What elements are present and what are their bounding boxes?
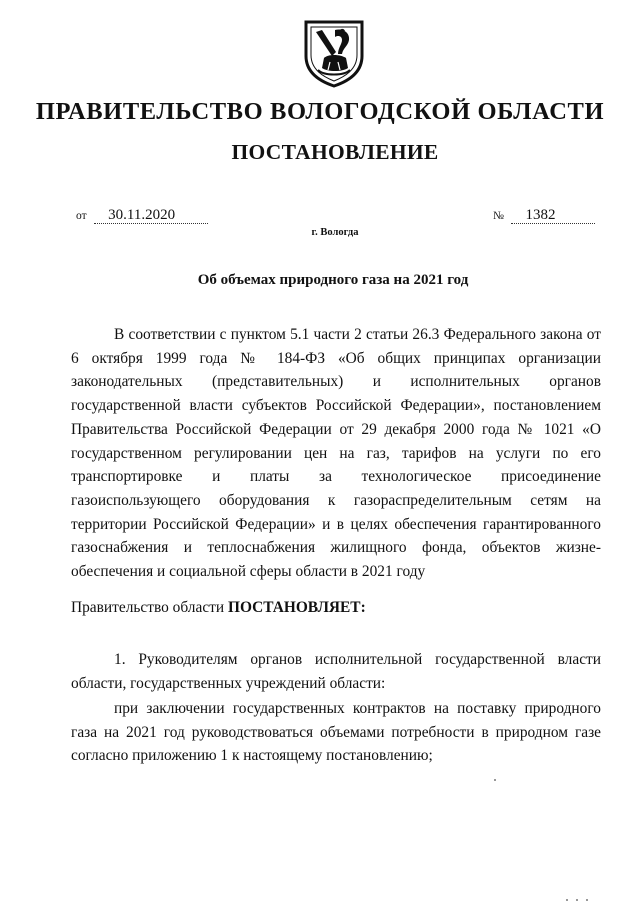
decree-prefix: Правительство области [71,599,225,616]
decree-word: ПОСТАНОВЛЯЕТ: [227,599,366,616]
decree-line [71,596,471,620]
document-type: ПОСТАНОВЛЕНИЕ [231,140,439,164]
city-label: г. Вологда [311,227,359,238]
number-line [493,207,595,224]
date-prefix: от [76,210,87,222]
coat-of-arms-icon [302,18,366,88]
scan-speck [494,779,496,781]
document-date: 30.11.2020 [94,207,208,224]
document-number: 1382 [511,207,595,224]
item-1-text-paragraph: при заключении государственных контрактов на поставку природного газа на 2021 год руководствоваться объемами потребности в природном газе согласно приложению 1 к настоящему постановлению; [71,700,601,765]
number-prefix: № [493,210,504,222]
scan-speck [576,899,578,901]
document-subject: Об объемах природного газа на 2021 год [197,272,469,288]
item-1-paragraph: 1. Руководителям органов исполнительной государственной власти области, государственных учреждений области: [71,651,601,692]
preamble-paragraph: В соответствии с пунктом 5.1 части 2 статьи 26.3 Федерального закона от 6 октября 1999 года № 184-ФЗ «Об общих принципах организации законодательных (представительных) и исполнительных органов государственной власти субъектов Российской Федерации», постановлением Правительства Российской Федерации от 29 декабря 2000 года № 1021 «О государственном регулировании цен на газ, тарифов на услуги по его транспортировке и платы за технологическое присоединение газоиспользующего оборудования к газораспределительным сетям на территории Российской Федерации» и в целях обеспечения гарантированного газоснабжения и теплоснабжения жилищного фонда, объектов жизнеобеспечения и социальной сферы области в 2021 году [71,326,601,581]
date-line [76,207,208,224]
scan-speck [586,899,588,901]
government-title: ПРАВИТЕЛЬСТВО ВОЛОГОДСКОЙ ОБЛАСТИ [35,98,605,125]
scan-speck [566,899,568,901]
